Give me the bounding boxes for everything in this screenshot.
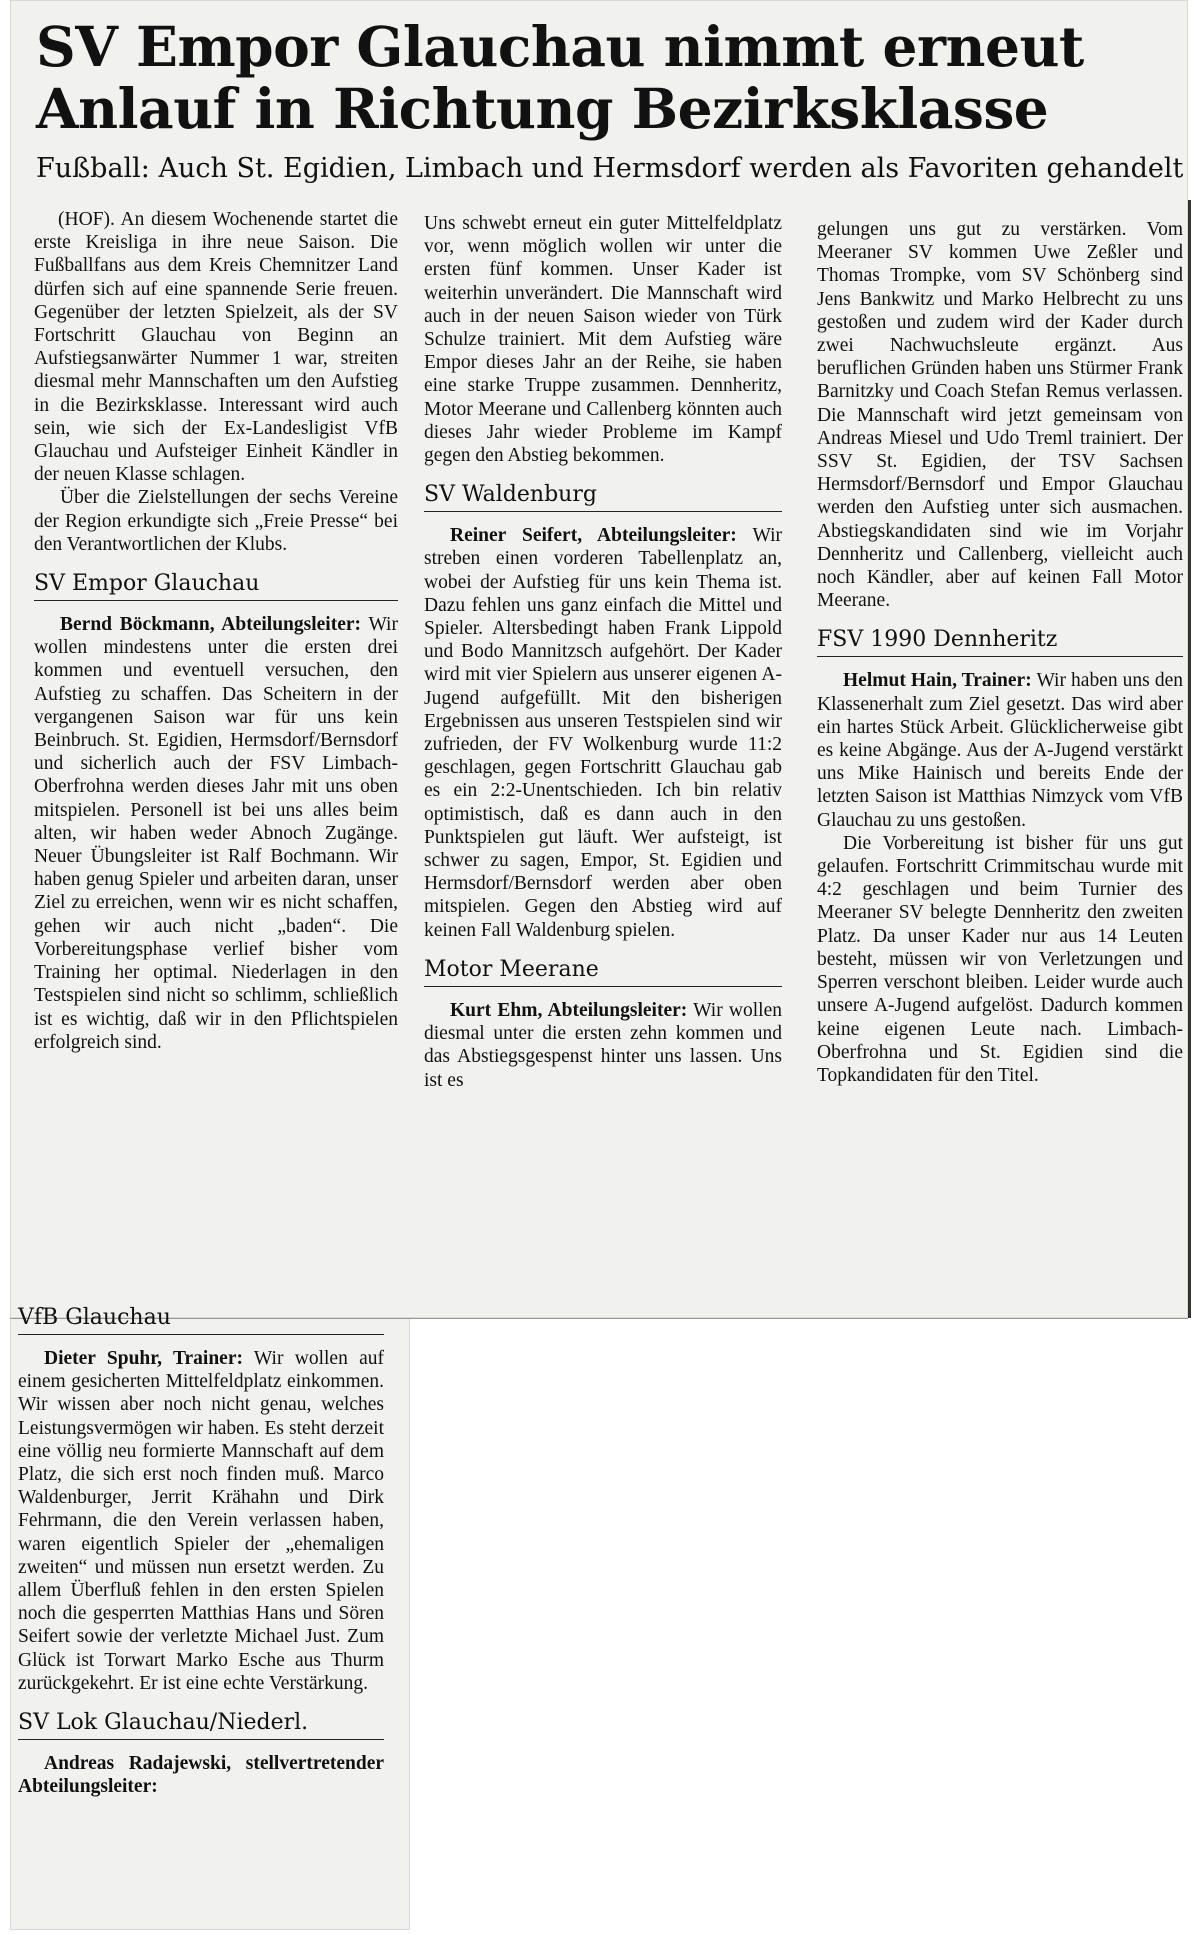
section-heading-dennheritz: FSV 1990 Dennheritz: [817, 626, 1183, 657]
section-body-lok: [18, 1752, 384, 1798]
section-heading-vfb: VfB Glauchau: [18, 1304, 384, 1335]
quote-waldenburg: Wir streben einen vorderen Tabellenplatz an, wobei der Aufstieg für uns kein Thema ist. Dazu fehlen uns ganz einfach die Mittel und Spieler. Altersbedingt haben Frank Lippold und Bodo Mannitzsch aufgehört. Der Kader wird mit vier Spielern aus unserer eigenen A-Jugend aufgefüllt. Mit den bisherigen Ergebnissen aus unseren Testspielen sind wir zufrieden, der FV Wolkenburg wurde 11:2 geschlagen, gegen Fortschritt Glauchau gab es ein 2:2-Unentschieden. Ich bin relativ optimistisch, daß es dann auch in den Punktspielen gut läuft. Wer aufsteigt, ist schwer zu sagen, Empor, St. Egidien und Hermsdorf/Bernsdorf werden aber oben mitspielen. Gegen den Abstieg wird auf keinen Fall Waldenburg spielen.: [424, 525, 782, 941]
section-body-empor: [34, 613, 398, 1054]
speaker-waldenburg: Reiner Seifert, Abteilungsleiter:: [450, 525, 737, 547]
section-body-meerane: [424, 999, 782, 1092]
column-3: [817, 218, 1183, 1087]
quote-dennheritz: Wir haben uns den Klassenerhalt zum Ziel gesetzt. Das wird aber ein hartes Stück Arbeit. Glücklicherweise gibt es keine Abgänge. Aus der A-Jugend verstärkt uns Mike Hainisch und bereits Ende der letzten Saison ist Matthias Nimzyck vom VfB Glauchau zu uns gestoßen.: [817, 670, 1183, 831]
section-body-dennheritz-2: Die Vorbereitung ist bisher für uns gut gelaufen. Fortschritt Crimmitschau wurde mit 4:2 geschlagen und beim Turnier des Meeraner SV belegte Dennheritz den zweiten Platz. Da unser Kader nur aus 14 Leuten besteht, müssen wir von Verletzungen und Sperren verschont bleiben. Leider wurde auch unsere A-Jugend aufgelöst. Dadurch kommen keine eigenen Leute nach. Limbach-Oberfrohna und St. Egidien sind die Topkandidaten für den Titel.: [817, 832, 1183, 1086]
quote-meerane: Wir wollen diesmal unter die ersten zehn kommen und das Abstiegsgespenst hinter uns lassen. Uns ist es: [424, 999, 782, 1091]
column-1-lower: [18, 1290, 384, 1798]
section-heading-meerane: Motor Meerane: [424, 956, 782, 987]
speaker-vfb: Dieter Spuhr, Trainer:: [44, 1348, 243, 1369]
speaker-lok: Andreas Radajewski, stellvertretender Abteilungsleiter:: [18, 1753, 384, 1798]
speaker-meerane: Kurt Ehm, Abteilungsleiter:: [450, 999, 688, 1021]
subtitle: Fußball: Auch St. Egidien, Limbach und Hermsdorf werden als Favoriten gehandelt: [36, 153, 1184, 184]
right-column-rule: [1188, 200, 1191, 1318]
intro-paragraph: Über die Zielstellungen der sechs Vereine der Region erkundigte sich „Freie Presse“ bei den Verantwortlichen der Klubs.: [34, 487, 398, 555]
headline: SV Empor Glauchau nimmt erneut Anlauf in Richtung Bezirksklasse: [36, 14, 1084, 141]
column-2: [424, 212, 782, 1092]
speaker-empor: Bernd Böckmann, Abteilungsleiter:: [60, 614, 362, 636]
section-body-vfb: [18, 1347, 384, 1695]
continued-text-lok: Uns schwebt erneut ein guter Mittelfeldplatz vor, wenn möglich wollen wir unter die ersten fünf kommen. Unser Kader ist weiterhin unverändert. Die Mannschaft wird auch in der neuen Saison wieder von Türk Schulze trainiert. Mit dem Aufstieg wäre Empor dieses Jahr an der Reihe, sie haben eine starke Truppe zusammen. Dennheritz, Motor Meerane und Callenberg könnten auch dieses Jahr wieder Probleme im Kampf gegen den Abstieg bekommen.: [424, 213, 782, 467]
quote-empor: Wir wollen mindestens unter die ersten drei kommen und eventuell versuchen, den Aufstieg zu schaffen. Das Scheitern in der vergangenen Saison war für uns kein Beinbruch. St. Egidien, Hermsdorf/Bernsdorf und sicherlich auch der FSV Limbach-Oberfrohna werden dieses Jahr mit uns oben mitspielen. Personell ist bei uns alles beim alten, wir haben weder Abnoch Zugänge. Neuer Übungsleiter ist Ralf Bochmann. Wir haben genug Spieler und arbeiten daran, unser Ziel zu erreichen, wenn wir es nicht schaffen, gehen wir auch nicht „baden“. Die Vorbereitungsphase verlief bisher vom Training her optimal. Niederlagen in den Testspielen sind nicht so schlimm, schließlich ist es wichtig, daß wir in den Pflichtspielen erfolgreich sind.: [34, 614, 398, 1053]
section-heading-waldenburg: SV Waldenburg: [424, 481, 782, 512]
speaker-dennheritz: Helmut Hain, Trainer:: [843, 670, 1032, 692]
continued-text-meerane: gelungen uns gut zu verstärken. Vom Meeraner SV kommen Uwe Zeßler und Thomas Trompke, vom SV Schönberg sind Jens Bankwitz und Marko Helbrecht zu uns gestoßen und zudem wird der Kader durch zwei Nachwuchsleute ergänzt. Aus beruflichen Gründen haben uns Stürmer Frank Barnitzky und Coach Stefan Remus verlassen. Die Mannschaft wird jetzt gemeinsam von Andreas Miesel und Udo Treml trainiert. Der SSV St. Egidien, der TSV Sachsen Hermsdorf/Bernsdorf und Empor Glauchau werden den Aufstieg unter sich ausmachen. Abstiegskandidaten sind wie im Vorjahr Dennheritz und Callenberg, vielleicht auch noch Kändler, aber auf keinen Fall Motor Meerane.: [817, 219, 1183, 612]
section-body-waldenburg: [424, 524, 782, 942]
column-1: [34, 208, 398, 1054]
section-heading-lok: SV Lok Glauchau/Niederl.: [18, 1709, 384, 1740]
section-heading-empor: SV Empor Glauchau: [34, 570, 398, 601]
quote-vfb: Wir wollen auf einem gesicherten Mittelfeldplatz einkommen. Wir wissen aber noch nicht genau, welches Leistungsvermögen wir haben. Es steht derzeit eine völlig neu formierte Mannschaft auf dem Platz, die sich erst noch finden muß. Marco Waldenburger, Jerrit Krähahn und Dirk Fehrmann, die den Verein verlassen haben, waren eigentlich Spieler der „ehemaligen zweiten“ und müssen nun ersetzt werden. Zu allem Überfluß fehlen in den ersten Spielen noch die gesperrten Matthias Hans und Sören Seifert sowie der verletzte Michael Just. Zum Glück ist Torwart Marko Esche aus Thurm zurückgekehrt. Er ist eine echte Verstärkung.: [18, 1348, 384, 1694]
intro-paragraph: (HOF). An diesem Wochenende startet die erste Kreisliga in ihre neue Saison. Die Fußballfans aus dem Kreis Chemnitzer Land dürfen sich auf eine spannende Serie freuen. Gegenüber der letzten Spielzeit, als der SV Fortschritt Glauchau von Beginn an Aufstiegsanwärter Nummer 1 war, streiten diesmal mehr Mannschaften um den Aufstieg in die Bezirksklasse. Interessant wird auch sein, wie sich der Ex-Landesligist VfB Glauchau und Aufsteiger Einheit Kändler in der neuen Klasse schlagen.: [34, 209, 398, 486]
section-body-dennheritz: [817, 669, 1183, 831]
